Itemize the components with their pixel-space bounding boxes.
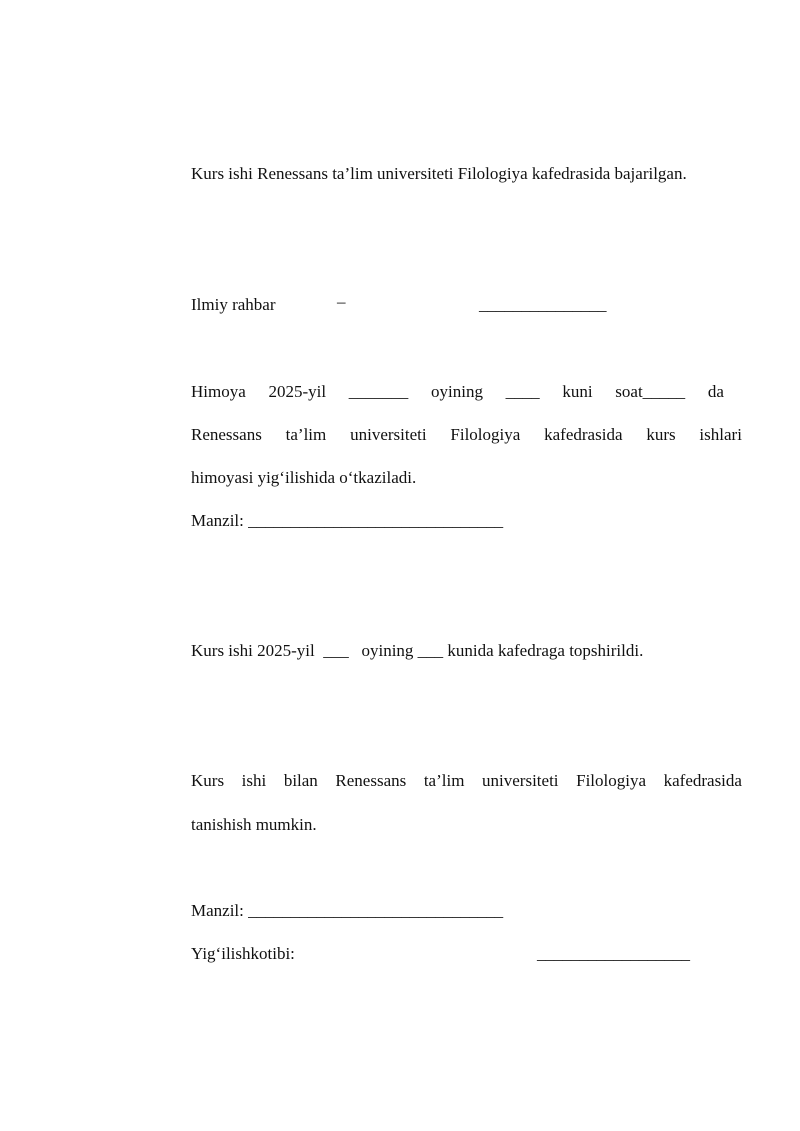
intro-text: Kurs ishi Renessans ta’lim universiteti Filologiya kafedrasida bajarilgan.: [191, 164, 687, 183]
supervisor-dash: –: [337, 292, 346, 311]
supervisor-label: Ilmiy rahbar: [191, 295, 276, 314]
footer-address: Manzil: ______________________________: [191, 901, 504, 920]
secretary-label: Yig‘ilishkotibi:: [191, 944, 295, 963]
defense-word: 2025-yil: [268, 382, 327, 401]
secretary-signature-blank: __________________: [537, 944, 690, 963]
defense-word: kurs: [646, 425, 676, 444]
defense-line-1: [191, 383, 742, 400]
defense-word: soat_____: [615, 382, 686, 401]
review-word: Renessans: [335, 771, 407, 790]
review-word: kafedrasida: [663, 771, 742, 790]
defense-line-2: [191, 426, 742, 443]
defense-word: ishlari: [699, 425, 742, 444]
review-word: bilan: [283, 771, 318, 790]
defense-word: universiteti: [350, 425, 427, 444]
defense-word: ta’lim: [285, 425, 327, 444]
defense-word: kuni: [562, 382, 593, 401]
defense-word: da: [707, 382, 724, 401]
defense-word: oyining: [431, 382, 483, 401]
defense-word: Renessans: [191, 425, 262, 444]
review-line-2: tanishish mumkin.: [191, 815, 317, 834]
review-word: Kurs: [191, 771, 225, 790]
defense-word: ____: [505, 382, 540, 401]
review-word: ta’lim: [423, 771, 465, 790]
defense-word: _______: [348, 382, 409, 401]
review-line-1: [191, 772, 742, 789]
review-word: ishi: [241, 771, 267, 790]
review-word: Filologiya: [576, 771, 647, 790]
supervisor-signature-blank: _______________: [479, 295, 607, 314]
defense-address: Manzil: ______________________________: [191, 511, 504, 530]
defense-line-3: himoyasi yig‘ilishida o‘tkaziladi.: [191, 468, 417, 487]
submission-text: Kurs ishi 2025-yil ___ oyining ___ kunida kafedraga topshirildi.: [191, 641, 644, 660]
defense-word: Himoya: [191, 382, 246, 401]
defense-word: kafedrasida: [544, 425, 623, 444]
review-word: universiteti: [482, 771, 559, 790]
defense-word: Filologiya: [450, 425, 521, 444]
